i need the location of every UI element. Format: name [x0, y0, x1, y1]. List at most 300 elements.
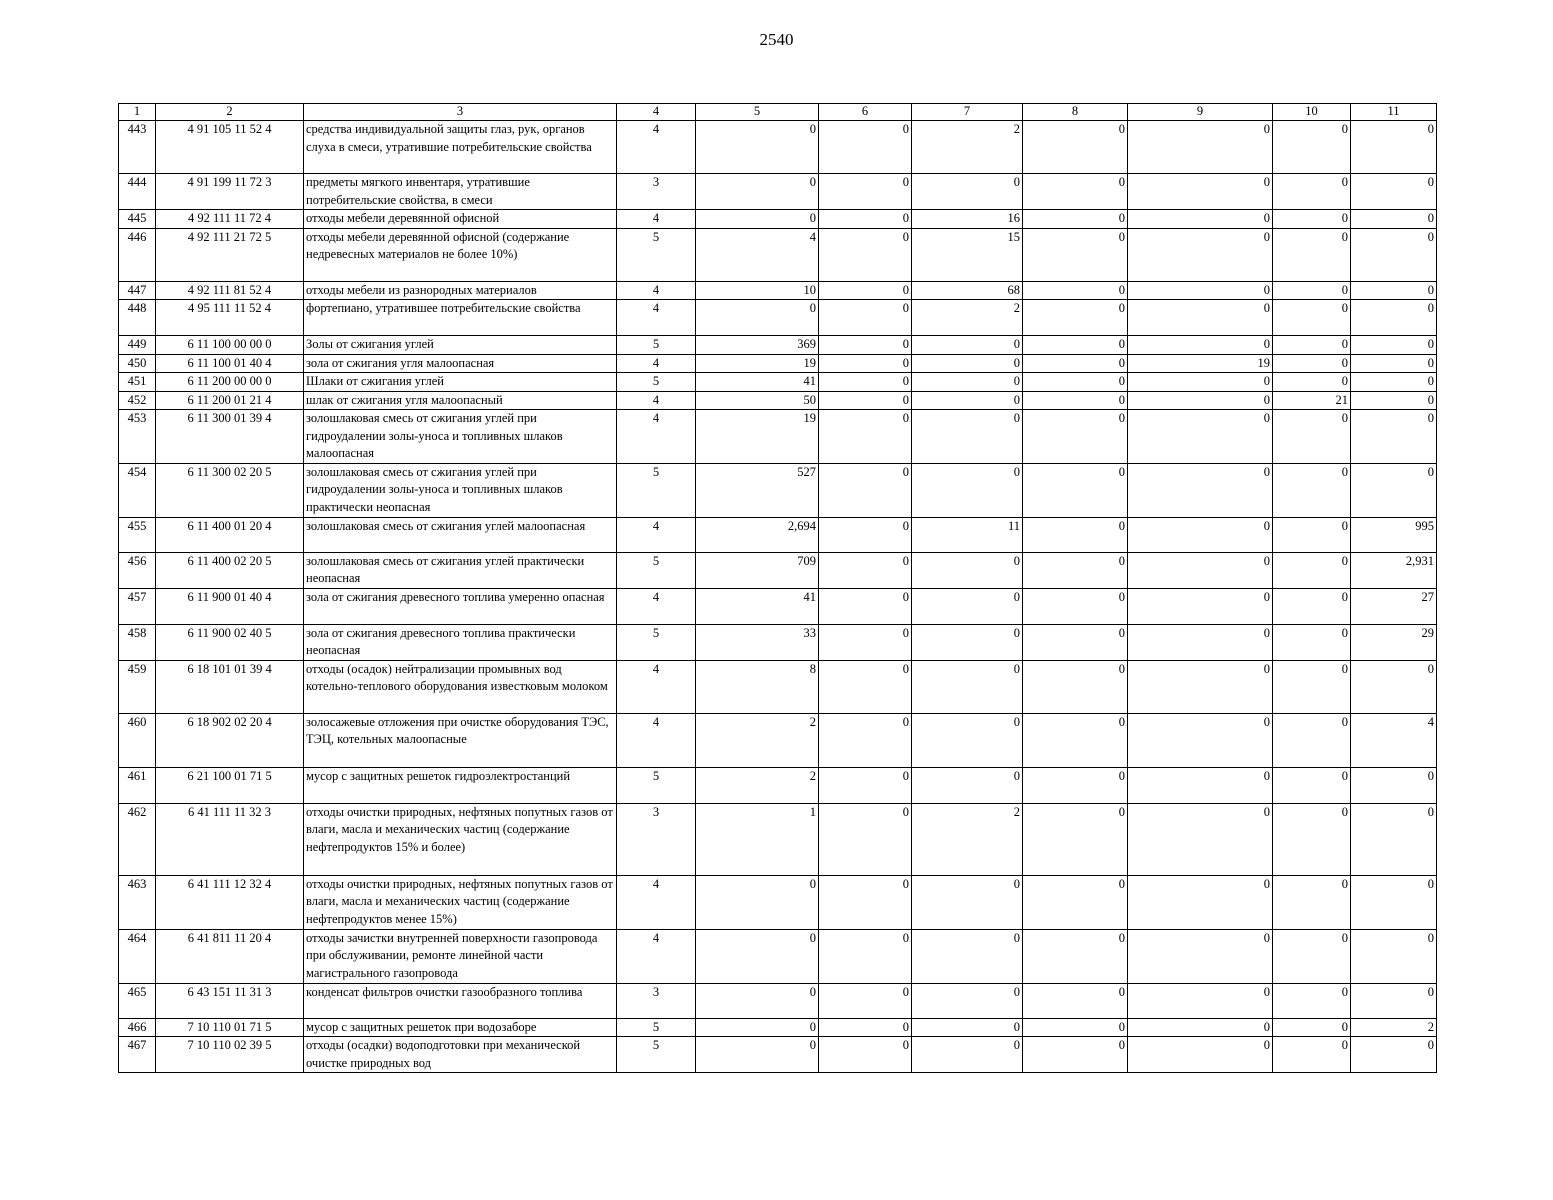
value-cell: 369	[696, 336, 819, 355]
value-cell: 0	[1128, 552, 1273, 588]
waste-code-cell: 6 43 151 11 31 3	[156, 983, 304, 1018]
row-number-cell: 452	[119, 391, 156, 410]
value-cell: 0	[819, 354, 912, 373]
value-cell: 0	[819, 660, 912, 713]
table-row	[119, 713, 1437, 767]
value-cell: 0	[912, 713, 1023, 767]
row-number-cell: 462	[119, 803, 156, 875]
hazard-class-cell: 4	[617, 281, 696, 300]
value-cell: 0	[1023, 463, 1128, 517]
value-cell: 29	[1351, 624, 1437, 660]
value-cell: 0	[912, 983, 1023, 1018]
value-cell: 0	[1023, 228, 1128, 281]
hazard-class-cell: 5	[617, 552, 696, 588]
table-row	[119, 228, 1437, 281]
value-cell: 0	[1023, 875, 1128, 929]
value-cell: 0	[1023, 624, 1128, 660]
waste-name-cell: золошлаковая смесь от сжигания углей практически неопасная	[304, 552, 617, 588]
value-cell: 0	[1023, 354, 1128, 373]
value-cell: 0	[1023, 660, 1128, 713]
value-cell: 15	[912, 228, 1023, 281]
table-row	[119, 300, 1437, 336]
value-cell: 0	[1128, 1018, 1273, 1037]
value-cell: 41	[696, 373, 819, 392]
value-cell: 0	[1023, 121, 1128, 174]
waste-name-cell: отходы (осадки) водоподготовки при механической очистке природных вод	[304, 1037, 617, 1073]
value-cell: 0	[1128, 803, 1273, 875]
column-header: 1	[119, 104, 156, 121]
value-cell: 0	[912, 552, 1023, 588]
value-cell: 0	[819, 1018, 912, 1037]
waste-name-cell: золошлаковая смесь от сжигания углей при гидроудалении золы-уноса и топливных шлаков малоопасная	[304, 410, 617, 464]
value-cell: 0	[1023, 588, 1128, 624]
table-row	[119, 517, 1437, 552]
value-cell: 0	[1273, 588, 1351, 624]
hazard-class-cell: 4	[617, 517, 696, 552]
waste-name-cell: зола от сжигания древесного топлива практически неопасная	[304, 624, 617, 660]
value-cell: 0	[1351, 373, 1437, 392]
value-cell: 0	[1273, 174, 1351, 210]
waste-code-cell: 4 92 111 11 72 4	[156, 210, 304, 229]
value-cell: 0	[912, 174, 1023, 210]
value-cell: 0	[1023, 174, 1128, 210]
value-cell: 0	[1273, 228, 1351, 281]
value-cell: 0	[1351, 767, 1437, 803]
hazard-class-cell: 5	[617, 624, 696, 660]
table-row	[119, 391, 1437, 410]
value-cell: 995	[1351, 517, 1437, 552]
value-cell: 0	[819, 1037, 912, 1073]
waste-code-cell: 6 11 400 02 20 5	[156, 552, 304, 588]
value-cell: 0	[819, 391, 912, 410]
value-cell: 0	[912, 660, 1023, 713]
waste-name-cell: отходы очистки природных, нефтяных попутных газов от влаги, масла и механических частиц (содержание нефтепродуктов 15% и более)	[304, 803, 617, 875]
waste-name-cell: отходы мебели деревянной офисной	[304, 210, 617, 229]
waste-name-cell: средства индивидуальной защиты глаз, рук, органов слуха в смеси, утратившие потребительские свойства	[304, 121, 617, 174]
value-cell: 4	[1351, 713, 1437, 767]
waste-code-cell: 6 11 300 01 39 4	[156, 410, 304, 464]
table-row	[119, 1037, 1437, 1073]
value-cell: 19	[1128, 354, 1273, 373]
value-cell: 2	[912, 300, 1023, 336]
row-number-cell: 460	[119, 713, 156, 767]
row-number-cell: 453	[119, 410, 156, 464]
value-cell: 0	[1351, 803, 1437, 875]
value-cell: 0	[1351, 336, 1437, 355]
value-cell: 0	[1128, 660, 1273, 713]
row-number-cell: 459	[119, 660, 156, 713]
waste-code-cell: 6 41 111 11 32 3	[156, 803, 304, 875]
value-cell: 0	[1273, 517, 1351, 552]
value-cell: 0	[1273, 1037, 1351, 1073]
row-number-cell: 446	[119, 228, 156, 281]
value-cell: 0	[1023, 300, 1128, 336]
value-cell: 0	[1128, 174, 1273, 210]
row-number-cell: 457	[119, 588, 156, 624]
waste-code-cell: 6 21 100 01 71 5	[156, 767, 304, 803]
value-cell: 0	[1273, 713, 1351, 767]
row-number-cell: 447	[119, 281, 156, 300]
hazard-class-cell: 4	[617, 660, 696, 713]
waste-code-cell: 6 11 400 01 20 4	[156, 517, 304, 552]
value-cell: 0	[912, 1018, 1023, 1037]
value-cell: 0	[1128, 121, 1273, 174]
row-number-cell: 444	[119, 174, 156, 210]
table-row	[119, 281, 1437, 300]
value-cell: 41	[696, 588, 819, 624]
waste-code-cell: 6 11 300 02 20 5	[156, 463, 304, 517]
value-cell: 0	[1128, 929, 1273, 983]
row-number-cell: 458	[119, 624, 156, 660]
waste-name-cell: фортепиано, утратившее потребительские свойства	[304, 300, 617, 336]
table-body	[119, 121, 1437, 1073]
value-cell: 0	[1023, 803, 1128, 875]
row-number-cell: 451	[119, 373, 156, 392]
hazard-class-cell: 5	[617, 1018, 696, 1037]
value-cell: 0	[1128, 767, 1273, 803]
value-cell: 0	[696, 121, 819, 174]
table-row	[119, 410, 1437, 464]
hazard-class-cell: 4	[617, 354, 696, 373]
value-cell: 0	[1023, 713, 1128, 767]
value-cell: 68	[912, 281, 1023, 300]
value-cell: 2,931	[1351, 552, 1437, 588]
row-number-cell: 449	[119, 336, 156, 355]
value-cell: 0	[819, 517, 912, 552]
value-cell: 0	[819, 552, 912, 588]
value-cell: 0	[912, 588, 1023, 624]
value-cell: 0	[1351, 660, 1437, 713]
value-cell: 0	[819, 121, 912, 174]
value-cell: 2	[696, 767, 819, 803]
waste-code-cell: 6 11 100 01 40 4	[156, 354, 304, 373]
value-cell: 0	[819, 767, 912, 803]
hazard-class-cell: 5	[617, 1037, 696, 1073]
value-cell: 0	[819, 228, 912, 281]
waste-code-cell: 7 10 110 01 71 5	[156, 1018, 304, 1037]
waste-code-cell: 4 95 111 11 52 4	[156, 300, 304, 336]
value-cell: 16	[912, 210, 1023, 229]
value-cell: 0	[1128, 983, 1273, 1018]
value-cell: 0	[1128, 281, 1273, 300]
value-cell: 0	[1023, 281, 1128, 300]
value-cell: 27	[1351, 588, 1437, 624]
row-number-cell: 454	[119, 463, 156, 517]
value-cell: 0	[1023, 552, 1128, 588]
value-cell: 0	[1128, 624, 1273, 660]
value-cell: 0	[819, 983, 912, 1018]
hazard-class-cell: 4	[617, 410, 696, 464]
value-cell: 0	[819, 713, 912, 767]
value-cell: 0	[1273, 281, 1351, 300]
waste-code-cell: 4 92 111 81 52 4	[156, 281, 304, 300]
value-cell: 0	[819, 410, 912, 464]
value-cell: 0	[1273, 803, 1351, 875]
value-cell: 2,694	[696, 517, 819, 552]
waste-code-cell: 6 18 902 02 20 4	[156, 713, 304, 767]
value-cell: 0	[1128, 391, 1273, 410]
value-cell: 8	[696, 660, 819, 713]
value-cell: 0	[1273, 983, 1351, 1018]
hazard-class-cell: 4	[617, 391, 696, 410]
waste-code-cell: 6 11 900 02 40 5	[156, 624, 304, 660]
waste-name-cell: отходы зачистки внутренней поверхности газопровода при обслуживании, ремонте линейной части магистрального газопровода	[304, 929, 617, 983]
value-cell: 0	[1128, 410, 1273, 464]
value-cell: 0	[819, 300, 912, 336]
value-cell: 0	[1351, 410, 1437, 464]
waste-name-cell: зола от сжигания древесного топлива умеренно опасная	[304, 588, 617, 624]
value-cell: 2	[1351, 1018, 1437, 1037]
table-row	[119, 929, 1437, 983]
value-cell: 0	[1128, 1037, 1273, 1073]
value-cell: 0	[1023, 929, 1128, 983]
value-cell: 0	[696, 875, 819, 929]
value-cell: 0	[1273, 875, 1351, 929]
value-cell: 0	[1351, 300, 1437, 336]
waste-name-cell: отходы очистки природных, нефтяных попутных газов от влаги, масла и механических частиц (содержание нефтепродуктов менее 15%)	[304, 875, 617, 929]
column-header: 2	[156, 104, 304, 121]
value-cell: 0	[912, 354, 1023, 373]
row-number-cell: 443	[119, 121, 156, 174]
waste-table	[118, 103, 1437, 1073]
table-row	[119, 624, 1437, 660]
hazard-class-cell: 5	[617, 336, 696, 355]
value-cell: 0	[696, 1037, 819, 1073]
waste-name-cell: золошлаковая смесь от сжигания углей малоопасная	[304, 517, 617, 552]
row-number-cell: 448	[119, 300, 156, 336]
value-cell: 0	[819, 624, 912, 660]
value-cell: 0	[1351, 983, 1437, 1018]
waste-code-cell: 6 41 111 12 32 4	[156, 875, 304, 929]
value-cell: 19	[696, 410, 819, 464]
value-cell: 0	[1273, 336, 1351, 355]
value-cell: 0	[912, 336, 1023, 355]
waste-name-cell: золошлаковая смесь от сжигания углей при гидроудалении золы-уноса и топливных шлаков практически неопасная	[304, 463, 617, 517]
value-cell: 0	[1023, 410, 1128, 464]
value-cell: 0	[1128, 300, 1273, 336]
value-cell: 0	[1273, 767, 1351, 803]
column-header: 11	[1351, 104, 1437, 121]
hazard-class-cell: 4	[617, 210, 696, 229]
value-cell: 0	[1351, 228, 1437, 281]
value-cell: 0	[819, 803, 912, 875]
value-cell: 0	[1023, 391, 1128, 410]
waste-code-cell: 6 18 101 01 39 4	[156, 660, 304, 713]
value-cell: 0	[1023, 1037, 1128, 1073]
value-cell: 0	[1128, 713, 1273, 767]
row-number-cell: 456	[119, 552, 156, 588]
hazard-class-cell: 4	[617, 588, 696, 624]
value-cell: 0	[1351, 121, 1437, 174]
value-cell: 33	[696, 624, 819, 660]
row-number-cell: 464	[119, 929, 156, 983]
value-cell: 0	[1023, 1018, 1128, 1037]
value-cell: 527	[696, 463, 819, 517]
row-number-cell: 461	[119, 767, 156, 803]
value-cell: 709	[696, 552, 819, 588]
waste-code-cell: 6 11 900 01 40 4	[156, 588, 304, 624]
value-cell: 0	[1351, 463, 1437, 517]
value-cell: 0	[1128, 875, 1273, 929]
value-cell: 0	[1273, 354, 1351, 373]
waste-name-cell: зола от сжигания угля малоопасная	[304, 354, 617, 373]
value-cell: 0	[1023, 983, 1128, 1018]
waste-name-cell: мусор с защитных решеток при водозаборе	[304, 1018, 617, 1037]
value-cell: 0	[1273, 410, 1351, 464]
value-cell: 0	[1128, 463, 1273, 517]
hazard-class-cell: 4	[617, 300, 696, 336]
value-cell: 0	[696, 983, 819, 1018]
row-number-cell: 450	[119, 354, 156, 373]
value-cell: 0	[1351, 875, 1437, 929]
column-header: 4	[617, 104, 696, 121]
column-header: 5	[696, 104, 819, 121]
value-cell: 0	[1128, 228, 1273, 281]
value-cell: 0	[1273, 210, 1351, 229]
value-cell: 0	[819, 336, 912, 355]
page-number: 2540	[759, 30, 794, 49]
value-cell: 0	[819, 373, 912, 392]
value-cell: 0	[912, 1037, 1023, 1073]
value-cell: 0	[1273, 1018, 1351, 1037]
value-cell: 0	[1351, 1037, 1437, 1073]
value-cell: 0	[1351, 929, 1437, 983]
value-cell: 0	[1023, 767, 1128, 803]
hazard-class-cell: 5	[617, 228, 696, 281]
value-cell: 0	[912, 373, 1023, 392]
value-cell: 0	[912, 875, 1023, 929]
column-header: 10	[1273, 104, 1351, 121]
waste-name-cell: отходы мебели из разнородных материалов	[304, 281, 617, 300]
table-row	[119, 354, 1437, 373]
waste-name-cell: предметы мягкого инвентаря, утратившие потребительские свойства, в смеси	[304, 174, 617, 210]
value-cell: 2	[696, 713, 819, 767]
table-row	[119, 121, 1437, 174]
column-header: 8	[1023, 104, 1128, 121]
row-number-cell: 467	[119, 1037, 156, 1073]
value-cell: 21	[1273, 391, 1351, 410]
value-cell: 10	[696, 281, 819, 300]
value-cell: 0	[696, 1018, 819, 1037]
table-header-row	[119, 104, 1437, 121]
table-row	[119, 336, 1437, 355]
table-row	[119, 552, 1437, 588]
value-cell: 0	[1273, 660, 1351, 713]
value-cell: 0	[696, 929, 819, 983]
waste-name-cell: Золы от сжигания углей	[304, 336, 617, 355]
value-cell: 4	[696, 228, 819, 281]
table-row	[119, 803, 1437, 875]
waste-code-cell: 6 11 200 01 21 4	[156, 391, 304, 410]
table-row	[119, 983, 1437, 1018]
waste-name-cell: отходы мебели деревянной офисной (содержание недревесных материалов не более 10%)	[304, 228, 617, 281]
value-cell: 19	[696, 354, 819, 373]
hazard-class-cell: 4	[617, 929, 696, 983]
hazard-class-cell: 3	[617, 803, 696, 875]
column-header: 9	[1128, 104, 1273, 121]
value-cell: 0	[819, 281, 912, 300]
column-header: 3	[304, 104, 617, 121]
value-cell: 0	[1273, 300, 1351, 336]
value-cell: 0	[1273, 552, 1351, 588]
waste-name-cell: конденсат фильтров очистки газообразного топлива	[304, 983, 617, 1018]
value-cell: 0	[1273, 373, 1351, 392]
value-cell: 0	[1351, 281, 1437, 300]
waste-name-cell: отходы (осадок) нейтрализации промывных вод котельно-теплового оборудования известковым молоком	[304, 660, 617, 713]
table-row	[119, 1018, 1437, 1037]
waste-name-cell: золосажевые отложения при очистке оборудования ТЭС, ТЭЦ, котельных малоопасные	[304, 713, 617, 767]
waste-code-cell: 6 11 100 00 00 0	[156, 336, 304, 355]
value-cell: 0	[912, 391, 1023, 410]
value-cell: 0	[912, 929, 1023, 983]
waste-code-cell: 4 91 105 11 52 4	[156, 121, 304, 174]
value-cell: 2	[912, 803, 1023, 875]
row-number-cell: 463	[119, 875, 156, 929]
waste-code-cell: 6 41 811 11 20 4	[156, 929, 304, 983]
value-cell: 0	[1128, 517, 1273, 552]
column-header: 7	[912, 104, 1023, 121]
table-row	[119, 767, 1437, 803]
table-row	[119, 210, 1437, 229]
value-cell: 0	[819, 463, 912, 517]
value-cell: 0	[819, 174, 912, 210]
value-cell: 11	[912, 517, 1023, 552]
value-cell: 0	[819, 929, 912, 983]
value-cell: 0	[912, 463, 1023, 517]
value-cell: 1	[696, 803, 819, 875]
value-cell: 0	[1128, 210, 1273, 229]
value-cell: 0	[696, 174, 819, 210]
waste-code-cell: 4 92 111 21 72 5	[156, 228, 304, 281]
value-cell: 0	[1351, 174, 1437, 210]
waste-name-cell: шлак от сжигания угля малоопасный	[304, 391, 617, 410]
value-cell: 0	[1351, 210, 1437, 229]
value-cell: 0	[1128, 336, 1273, 355]
value-cell: 0	[1023, 210, 1128, 229]
row-number-cell: 455	[119, 517, 156, 552]
value-cell: 0	[1023, 336, 1128, 355]
value-cell: 0	[1023, 517, 1128, 552]
waste-name-cell: Шлаки от сжигания углей	[304, 373, 617, 392]
row-number-cell: 465	[119, 983, 156, 1018]
value-cell: 0	[1023, 373, 1128, 392]
hazard-class-cell: 4	[617, 713, 696, 767]
row-number-cell: 466	[119, 1018, 156, 1037]
value-cell: 0	[696, 210, 819, 229]
waste-code-cell: 6 11 200 00 00 0	[156, 373, 304, 392]
hazard-class-cell: 3	[617, 983, 696, 1018]
value-cell: 2	[912, 121, 1023, 174]
table-row	[119, 373, 1437, 392]
value-cell: 0	[1128, 588, 1273, 624]
column-header: 6	[819, 104, 912, 121]
value-cell: 0	[912, 767, 1023, 803]
value-cell: 0	[912, 410, 1023, 464]
value-cell: 0	[1351, 391, 1437, 410]
hazard-class-cell: 5	[617, 767, 696, 803]
table-row	[119, 174, 1437, 210]
hazard-class-cell: 4	[617, 121, 696, 174]
table-row	[119, 660, 1437, 713]
value-cell: 0	[1128, 373, 1273, 392]
value-cell: 0	[912, 624, 1023, 660]
waste-code-cell: 7 10 110 02 39 5	[156, 1037, 304, 1073]
value-cell: 0	[696, 300, 819, 336]
waste-name-cell: мусор с защитных решеток гидроэлектростанций	[304, 767, 617, 803]
hazard-class-cell: 5	[617, 373, 696, 392]
value-cell: 0	[1351, 354, 1437, 373]
value-cell: 0	[1273, 929, 1351, 983]
